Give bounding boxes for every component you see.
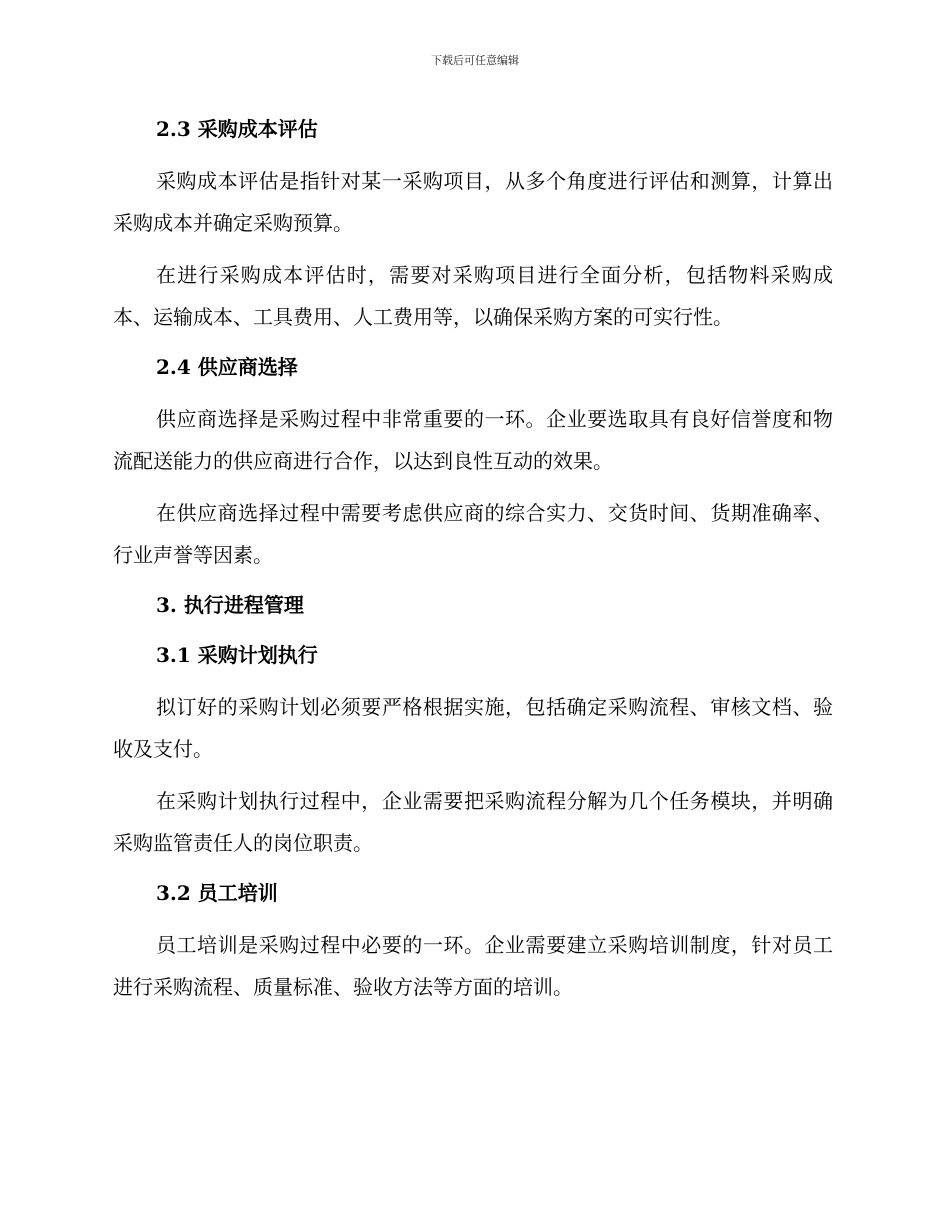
paragraph: 供应商选择是采购过程中非常重要的一环。企业要选取具有良好信誉度和物流配送能力的供应商进行合作，以达到良性互动的效果。 xyxy=(113,407,833,473)
paragraph: 拟订好的采购计划必须要严格根据实施，包括确定采购流程、审核文档、验收及支付。 xyxy=(113,695,833,761)
paragraph: 采购成本评估是指针对某一采购项目，从多个角度进行评估和测算，计算出采购成本并确定采购预算。 xyxy=(113,169,833,235)
section-heading: 3.1 采购计划执行 xyxy=(156,643,318,667)
section-heading: 2.4 供应商选择 xyxy=(156,355,298,379)
page-header: 下载后可任意编辑 xyxy=(431,54,519,67)
paragraph: 在供应商选择过程中需要考虑供应商的综合实力、交货时间、货期准确率、行业声誉等因素。 xyxy=(113,501,833,567)
section-heading: 3. 执行进程管理 xyxy=(156,593,304,617)
paragraph: 员工培训是采购过程中必要的一环。企业需要建立采购培训制度，针对员工进行采购流程、质量标准、验收方法等方面的培训。 xyxy=(113,933,833,999)
section-heading: 3.2 员工培训 xyxy=(156,881,278,905)
document-body xyxy=(113,110,833,1008)
paragraph: 在进行采购成本评估时，需要对采购项目进行全面分析，包括物料采购成本、运输成本、工具费用、人工费用等，以确保采购方案的可实行性。 xyxy=(113,263,833,329)
paragraph: 在采购计划执行过程中，企业需要把采购流程分解为几个任务模块，并明确采购监管责任人的岗位职责。 xyxy=(113,789,833,855)
section-heading: 2.3 采购成本评估 xyxy=(156,117,318,141)
